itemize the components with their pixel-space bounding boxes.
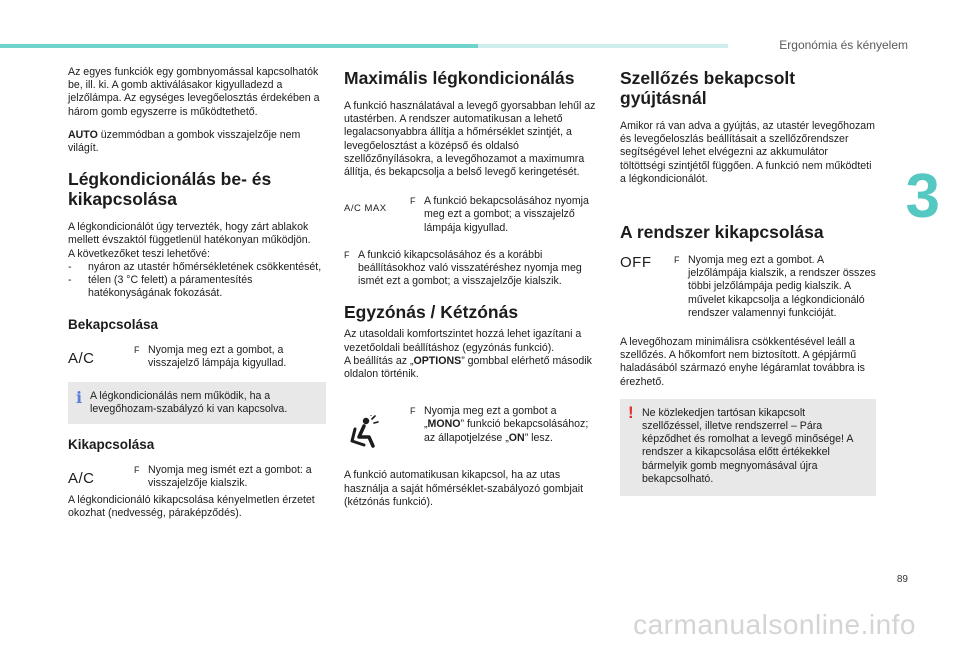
zone-text-part: ” gombbal elérhető második oldalon történik.	[344, 354, 592, 381]
on-label: ON	[508, 431, 525, 444]
warning-text: Ne közlekedjen tartósan kikapcsolt szellőzéssel, illetve rendszerrel – Pára képződhet és romolhat a levegő minősége! A rendszer a kikapcsolása előtt értékekkel bármelyik gomb megnyomásával újra bekapcsolható.	[642, 406, 853, 485]
step-max-off	[344, 249, 598, 289]
step-text: Nyomja meg ezt a gombot, a visszajelző lámpája kigyullad.	[148, 343, 287, 369]
step-text: A funkció bekapcsolásához nyomja meg ezt a gombot; a visszajelző lámpája kigyullad.	[424, 195, 589, 234]
switch-off-note: A légkondicionáló kikapcsolása kényelmetlen érzetet okozhat (nedvesség, páraképződés).	[68, 494, 315, 520]
mono-seat-icon[interactable]	[344, 405, 410, 453]
off-button-label[interactable]: OFF	[620, 254, 652, 272]
effect-item: - nyáron az utastér hőmérsékletének csökkentését,	[68, 261, 326, 274]
effects-intro: A következőket teszi lehetővé:	[68, 247, 210, 260]
step-mono	[344, 405, 598, 453]
bullet-icon: F	[410, 406, 416, 417]
ac-description: A légkondicionálót úgy tervezték, hogy zárt ablakok mellett évszaktól függetlenül hatékonyan működjön.	[68, 221, 311, 247]
effects-list	[68, 261, 326, 301]
step-text	[424, 405, 598, 445]
max-ac-description: A funkció használatával a levegő gyorsabban lehűl az utastérben. A rendszer automatikusan a lehető legalacsonyabbra állítja a hőmérséklet szintjét, a levegőelosztást a középső és oldalsó szellőzőnyílásokra, a levegőhozamot a maximumra állítja, és bekapcsolja a belső levegő keringetését.	[344, 100, 596, 179]
heading-switch-on: Bekapcsolása	[68, 317, 159, 333]
effect-item: - télen (3 °C felett) a páramentesítés hatékonyságának fokozását.	[68, 274, 326, 300]
section-title: Ergonómia és kényelem	[779, 38, 908, 52]
column-3	[620, 66, 876, 496]
ac-button-label[interactable]: A/C	[68, 349, 95, 367]
options-button-label: OPTIONS	[413, 354, 462, 367]
step-switch-on	[68, 344, 326, 370]
step-text: A funkció kikapcsolásához és a korábbi beállításokhoz való visszatéréshez nyomja meg ismét ezt a gombot; a visszajelzője kialszik.	[358, 248, 582, 288]
heading-ac-onoff: Légkondicionálás be- és kikapcsolása	[68, 169, 272, 210]
zone-text-part: A beállítás az „	[344, 354, 414, 367]
info-box	[68, 382, 326, 424]
step-text-part: ” funkció bekapcsolásához; az állapotjelzése „	[424, 418, 589, 444]
info-icon: i	[76, 388, 83, 408]
header-accent-bar-light	[478, 44, 728, 48]
auto-paragraph	[68, 129, 326, 155]
step-max-on	[344, 195, 598, 235]
bullet-icon: F	[410, 196, 416, 207]
auto-label: AUTO	[68, 128, 98, 141]
heading-ventilation: Szellőzés bekapcsolt gyújtásnál	[620, 68, 796, 108]
heading-max-ac: Maximális légkondicionálás	[344, 68, 575, 88]
step-switch-off	[68, 464, 326, 490]
step-text: Nyomja meg ismét ezt a gombot: a visszajelzője kialszik.	[148, 463, 312, 489]
bullet-icon: F	[344, 249, 350, 260]
watermark: carmanualsonline.info	[633, 609, 916, 640]
step-text-part: ” lesz.	[524, 431, 553, 444]
warning-icon: !	[628, 402, 634, 422]
step-text-part: Nyomja meg ezt a gombot a „	[424, 405, 557, 431]
intro-text: Az egyes funkciók egy gombnyomással kapcsolhatók be, ill. ki. A gomb aktiválásakor kigyulladezd a jelzőlámpa. Az egységes levegőelosztás érdekében a három gomb egyszerre is működtethető.	[68, 66, 320, 118]
heading-switch-off: Kikapcsolása	[68, 437, 155, 453]
zone-text-2	[344, 355, 598, 381]
bullet-icon: F	[134, 344, 140, 355]
zone-text-1: Az utasoldali komfortszintet hozzá lehet igazítani a vezetőoldali beállításhoz (egyzónás funkció).	[344, 328, 582, 354]
chapter-number: 3	[905, 162, 940, 231]
info-text: A légkondicionálás nem működik, ha a levegőhozam-szabályzó ki van kapcsolva.	[90, 390, 288, 416]
page-number: 89	[896, 574, 908, 585]
auto-text: üzemmódban a gombok visszajelzője nem világít.	[68, 128, 301, 155]
step-text: Nyomja meg ezt a gombot. A jelzőlámpája kialszik, a rendszer összes többi jelzőlámpája pedig kialszik. A művelet kikapcsolja a légkondicionáló rendszer valamennyi funkcióját.	[688, 254, 876, 319]
step-system-off	[620, 254, 876, 320]
heading-zone: Egyzónás / Kétzónás	[344, 302, 519, 323]
column-1	[68, 66, 326, 530]
warning-box	[620, 399, 876, 496]
zone-text-3: A funkció automatikusan kikapcsol, ha az utas használja a saját hőmérséklet-szabályozó gombjait (kétzónás funkció).	[344, 469, 584, 508]
header-accent-bar	[0, 44, 478, 48]
ac-max-button-label[interactable]: A/C MAX	[344, 203, 387, 215]
column-2	[344, 66, 598, 519]
bullet-icon: F	[674, 255, 680, 266]
system-off-text: A levegőhozam minimálisra csökkentésével leáll a szellőzés. A hőkomfort nem biztosított. A gépjármű haladásából származó enyhe légáramlat továbbra is érezhető.	[620, 336, 865, 388]
bullet-icon: F	[134, 464, 140, 475]
mono-label: MONO	[427, 418, 461, 431]
ventilation-text: Amikor rá van adva a gyújtás, az utastér levegőhozam és levegőeloszlás beállításait a szellőzőrendszer segítségével lehet elvégezni az akkumulátor töltöttségi szintjétől függően. A funkció nem működteti a légkondicionálót.	[620, 120, 875, 185]
ac-button-label[interactable]: A/C	[68, 469, 95, 487]
heading-system-off: A rendszer kikapcsolása	[620, 222, 824, 243]
